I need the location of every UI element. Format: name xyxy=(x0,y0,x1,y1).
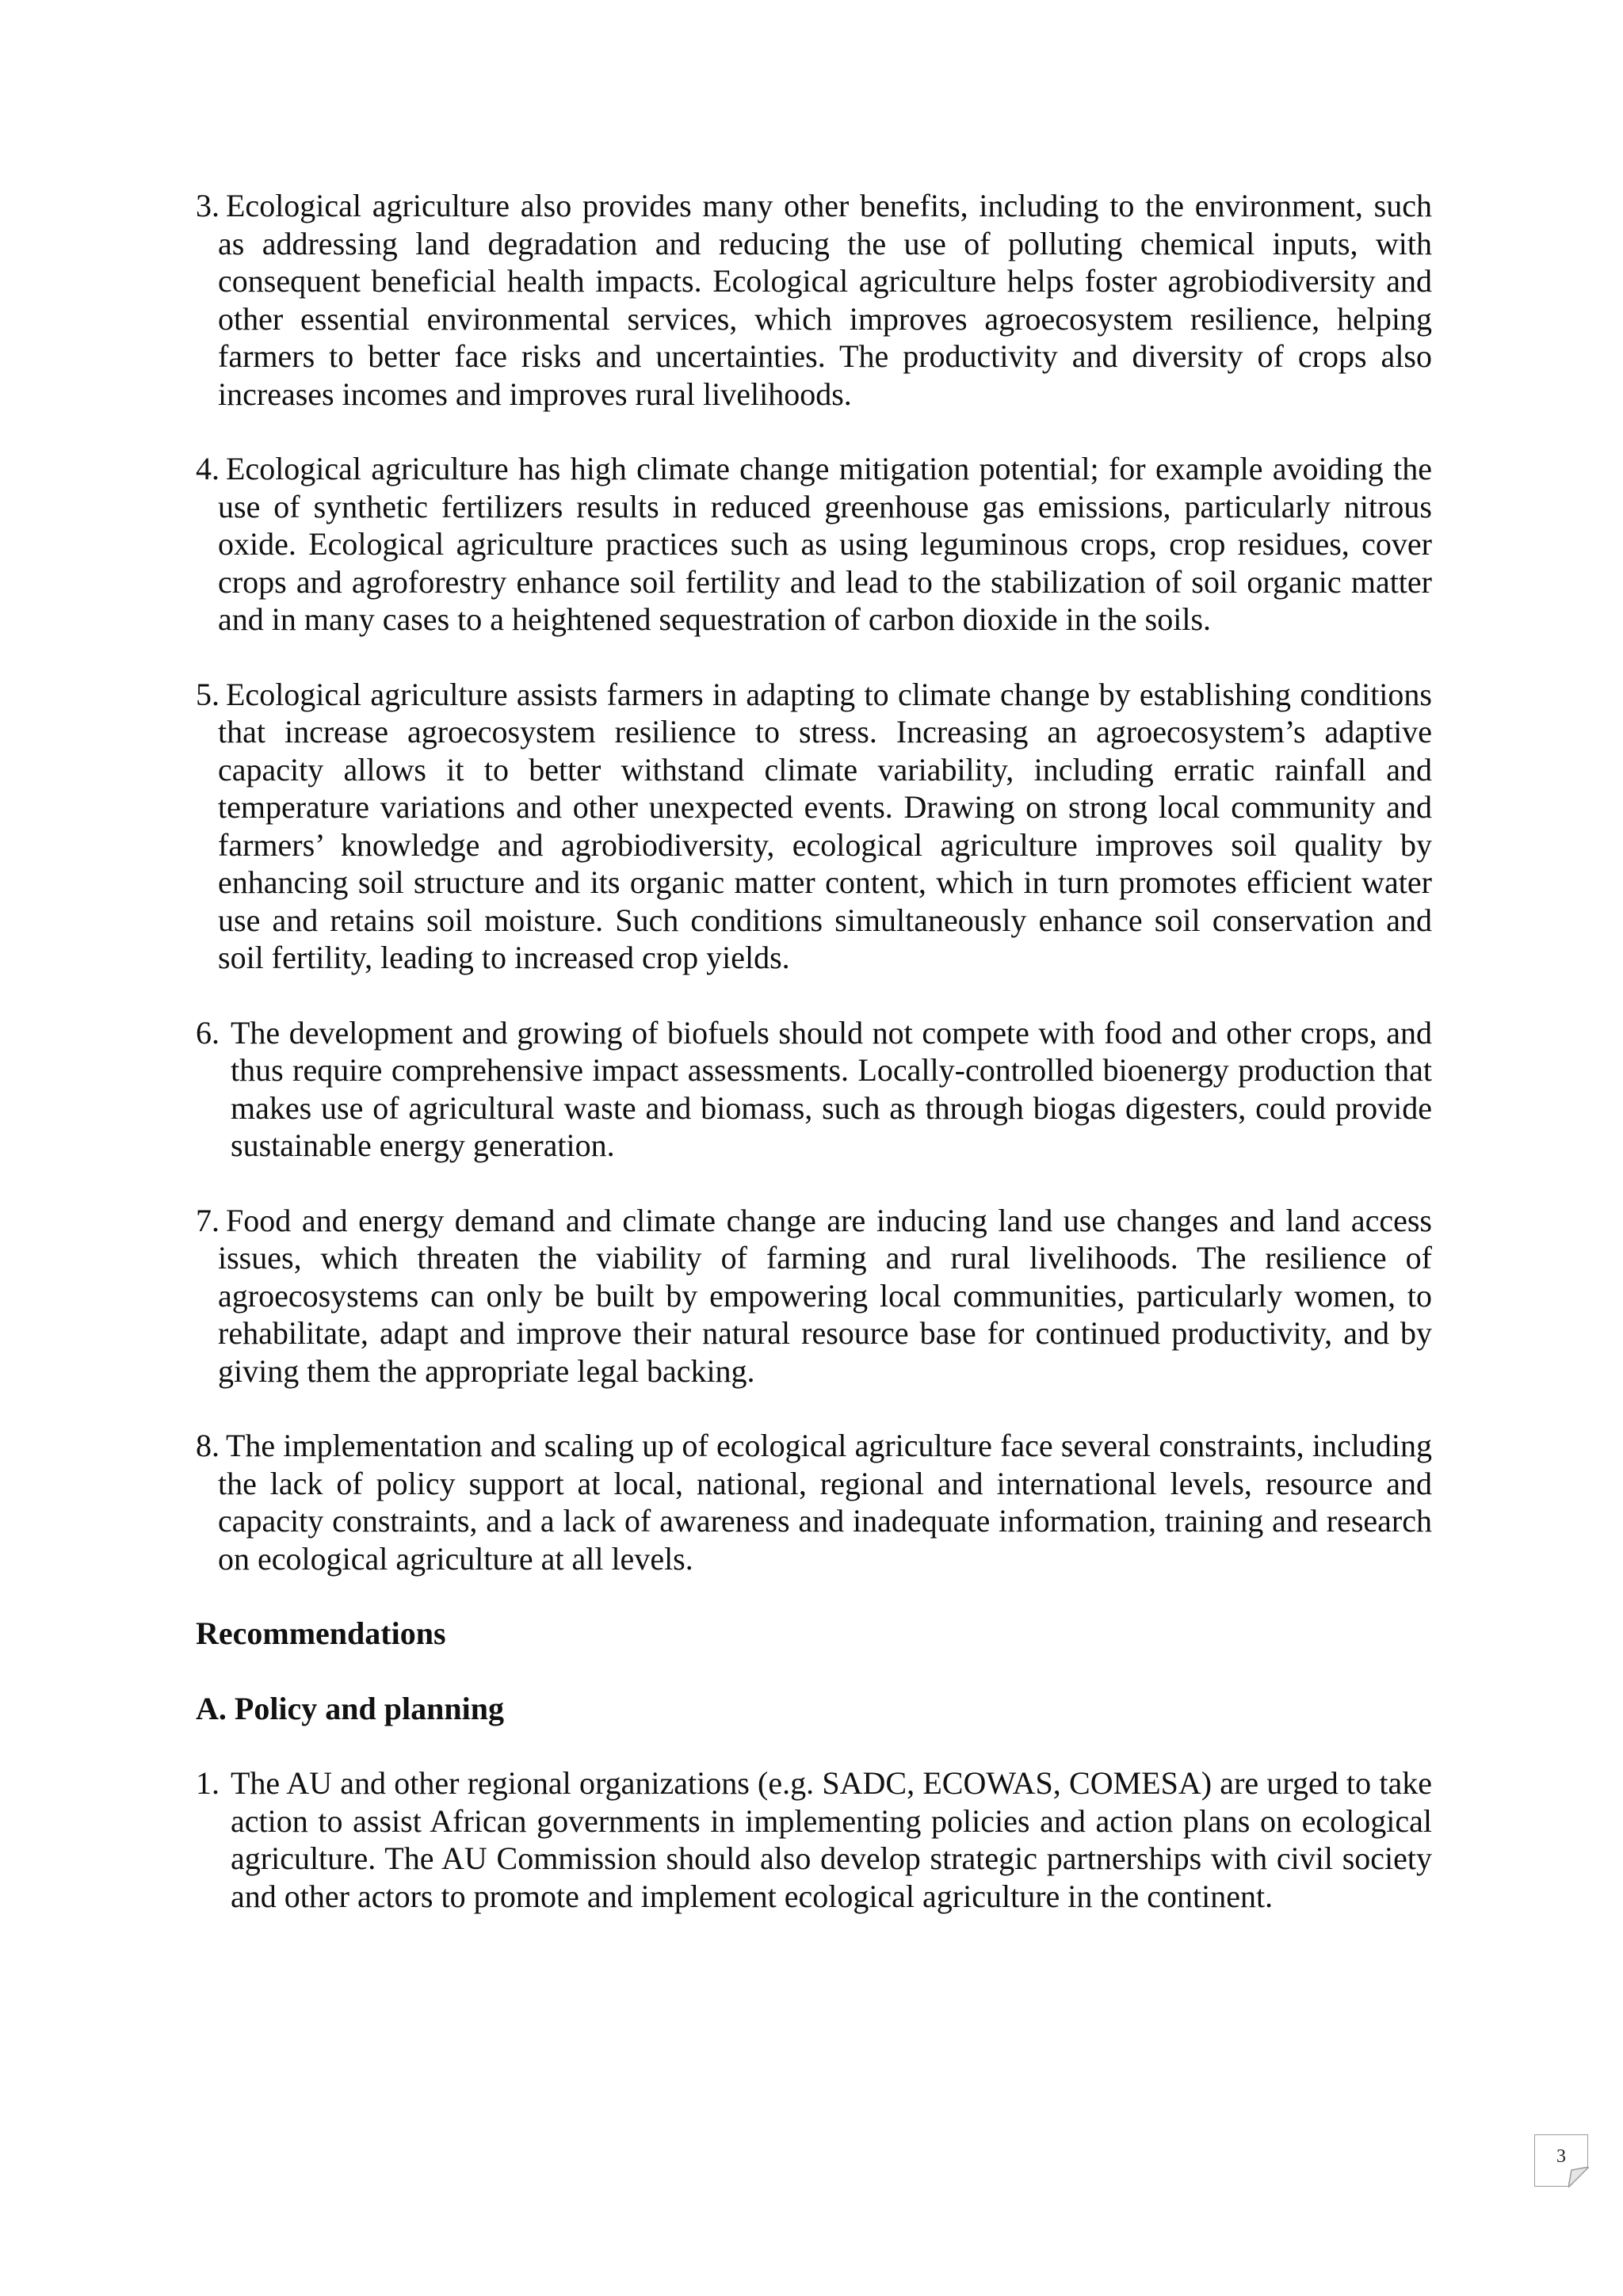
item-text: Ecological agriculture also provides many other benefits, including to the environment, such as addressing land degradation and reducing the use of polluting chemical inputs, with consequent beneficial health impacts. Ecological agriculture helps foster agrobiodiversity and other essential environmental services, which improves agroecosystem resilience, helping farmers to better face risks and uncertainties. The productivity and diversity of crops also increases incomes and improves rural livelihoods. xyxy=(218,188,1432,412)
item-number: 4. xyxy=(196,451,220,486)
section-heading: Recommendations xyxy=(196,1615,446,1651)
list-item xyxy=(196,1427,1432,1577)
list-item xyxy=(196,676,1432,977)
document-page xyxy=(196,187,1432,1952)
list-item xyxy=(196,1202,1432,1390)
item-text: Ecological agriculture assists farmers in adapting to climate change by establishing conditions that increase agroecosystem resilience to stress. Increasing an agroecosystem’s adaptive capacity allows it to better withstand climate variability, including erratic rainfall and temperature variations and other unexpected events. Drawing on strong local community and farmers’ knowledge and agrobiodiversity, ecological agriculture improves soil quality by enhancing soil structure and its organic matter content, which in turn promotes efficient water use and retains soil moisture. Such conditions simultaneously enhance soil conservation and soil fertility, leading to increased crop yields. xyxy=(218,676,1432,975)
subsection-heading: A. Policy and planning xyxy=(196,1690,505,1726)
item-text: Ecological agriculture has high climate change mitigation potential; for example avoiding the use of synthetic fertilizers results in reduced greenhouse gas emissions, particularly nitrous oxide. Ecological agriculture practices such as using leguminous crops, crop residues, cover crops and agroforestry enhance soil fertility and lead to the stabilization of soil organic matter and in many cases to a heightened sequestration of carbon dioxide in the soils. xyxy=(218,451,1432,637)
list-item xyxy=(196,1764,1432,1915)
item-number: 8. xyxy=(196,1428,220,1463)
page-number-box xyxy=(1534,2134,1588,2187)
list-item xyxy=(196,1014,1432,1165)
list-item xyxy=(196,187,1432,413)
item-number: 1. xyxy=(196,1765,220,1801)
item-text: Food and energy demand and climate change are inducing land use changes and land access issues, which threaten the viability of farming and rural livelihoods. The resilience of agroecosystems can only be built by empowering local communities, particularly women, to rehabilitate, adapt and improve their natural resource base for continued productivity, and by giving them the appropriate legal backing. xyxy=(218,1202,1432,1389)
item-number: 3. xyxy=(196,188,220,223)
page-curl-icon xyxy=(1568,2167,1589,2187)
item-number: 6. xyxy=(196,1014,220,1051)
page-number: 3 xyxy=(1556,2146,1566,2167)
list-item xyxy=(196,450,1432,639)
item-number: 7. xyxy=(196,1202,220,1238)
item-text: The development and growing of biofuels should not compete with food and other crops, and thus require comprehensive impact assessments. Locally-controlled bioenergy production that makes use of agricultural waste and biomass, such as through biogas digesters, could provide sustainable energy generation. xyxy=(231,1014,1432,1163)
item-number: 5. xyxy=(196,676,220,712)
item-text: The AU and other regional organizations (e.g. SADC, ECOWAS, COMESA) are urged to take action to assist African governments in implementing policies and action plans on ecological agriculture. The AU Commission should also develop strategic partnerships with civil society and other actors to promote and implement ecological agriculture in the continent. xyxy=(231,1765,1432,1914)
item-text: The implementation and scaling up of ecological agriculture face several constraints, including the lack of policy support at local, national, regional and international levels, resource and capacity constraints, and a lack of awareness and inadequate information, training and research on ecological agriculture at all levels. xyxy=(218,1428,1432,1577)
